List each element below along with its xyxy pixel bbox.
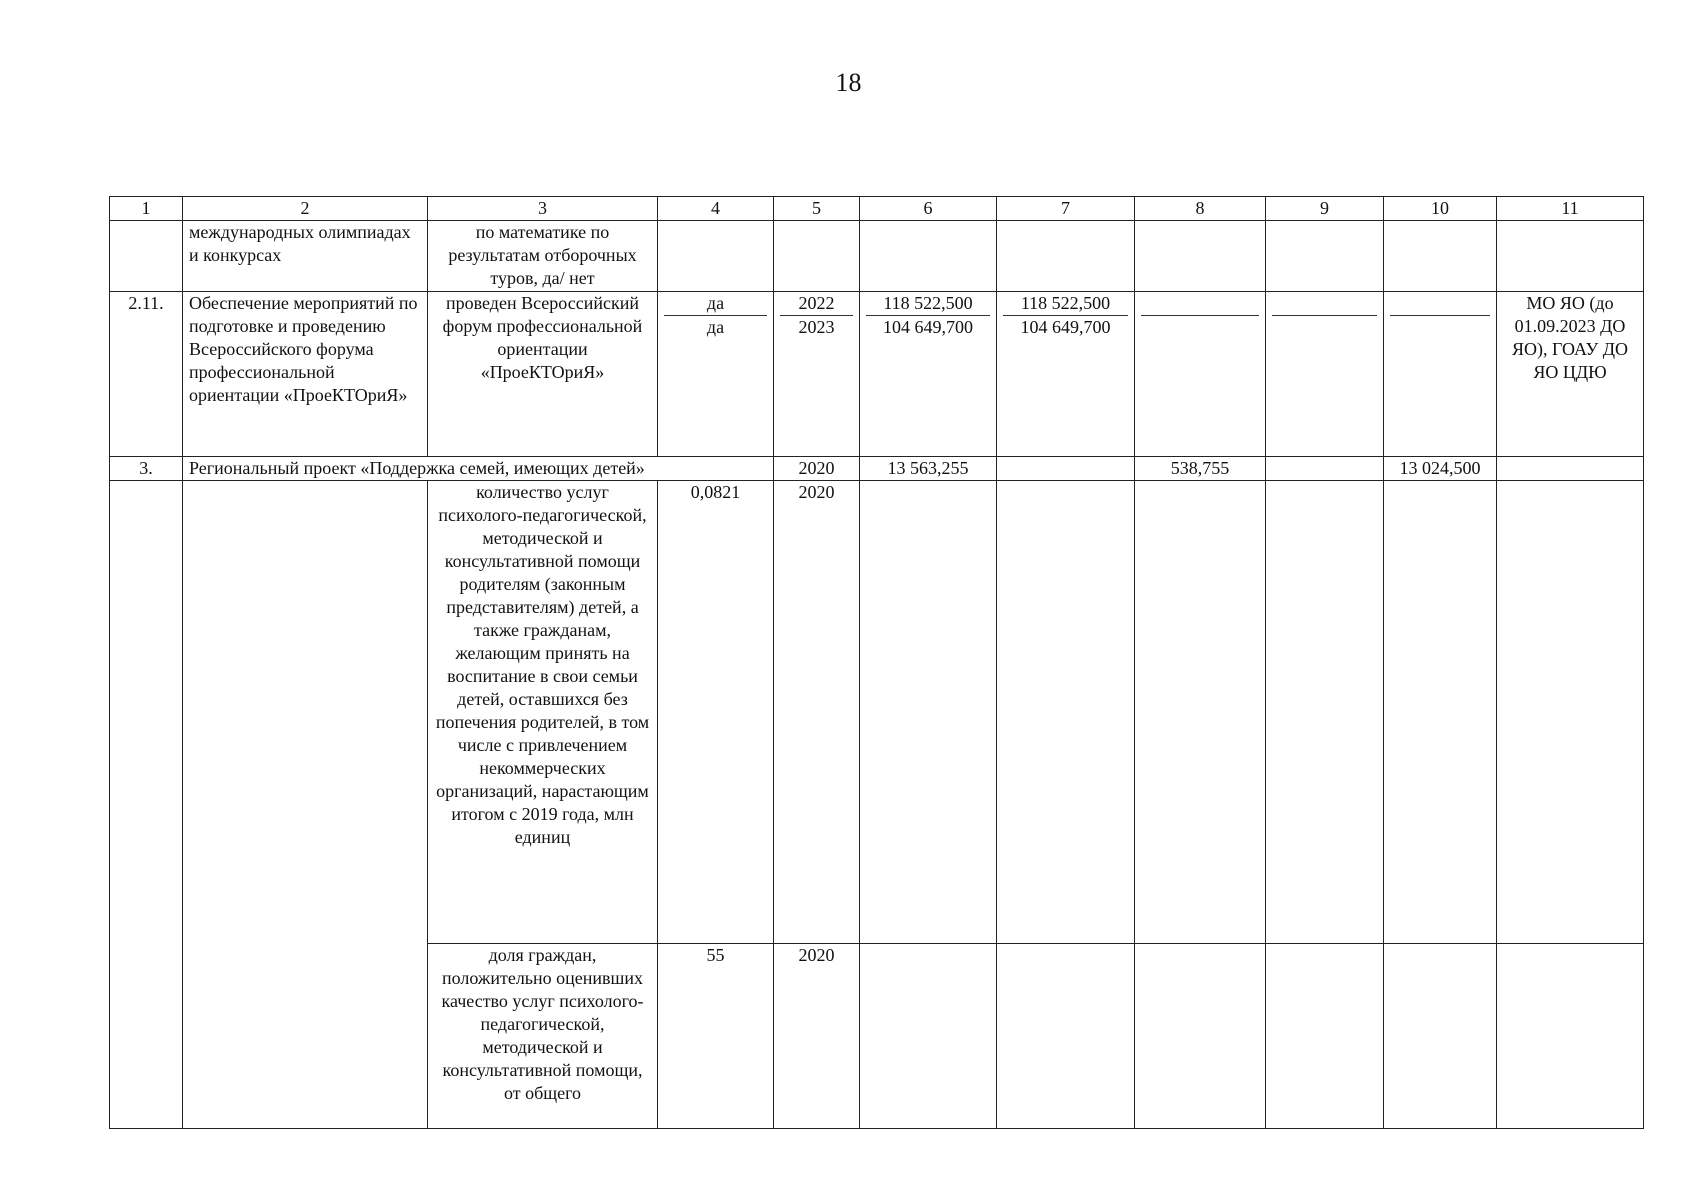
funding-amount: 13 024,500 — [1384, 457, 1497, 481]
funding-amount: 118 522,500 — [883, 293, 973, 313]
year: 2022 — [798, 293, 835, 313]
row-number: 2.11. — [110, 292, 183, 457]
year: 2020 — [774, 481, 860, 944]
indicator-value: 55 — [658, 944, 774, 1129]
funding-total-cell — [860, 292, 997, 457]
table-row-continued — [110, 221, 1644, 292]
header-cell: 4 — [658, 197, 774, 221]
indicator-value: 0,0821 — [658, 481, 774, 944]
row-number: 3. — [110, 457, 183, 481]
program-table — [109, 196, 1644, 1129]
indicator-cell: по математике по результатам отборочных туров, да/ нет — [428, 221, 658, 292]
indicator-cell: количество услуг психолого-педагогической, методической и консультативной помощи родителям (законным представителям) детей, а также гражданам, желающим принять на воспитание в свои семьи детей, оставшихся без попечения родителей, в том числе с привлечением некоммерческих организаций, нарастающим итогом с 2019 года, млн единиц — [428, 481, 658, 944]
header-cell: 5 — [774, 197, 860, 221]
header-cell: 11 — [1497, 197, 1644, 221]
indicator-cell: проведен Всероссийский форум профессиональной ориентации «ПроеКТОриЯ» — [428, 292, 658, 457]
header-cell: 6 — [860, 197, 997, 221]
header-cell: 3 — [428, 197, 658, 221]
table-row-2-11 — [110, 292, 1644, 457]
header-cell: 7 — [997, 197, 1135, 221]
funding-amount: 538,755 — [1135, 457, 1266, 481]
table-row-3-indicator-2 — [110, 944, 1644, 1129]
funding-amount: 104 649,700 — [1003, 315, 1128, 339]
indicator-cell: доля граждан, положительно оценивших качество услуг психолого-педагогической, методической и консультативной помощи, от общего — [428, 944, 658, 1129]
year: 2020 — [774, 944, 860, 1129]
header-cell: 8 — [1135, 197, 1266, 221]
header-cell: 10 — [1384, 197, 1497, 221]
funding-federal-cell — [997, 292, 1135, 457]
header-cell: 9 — [1266, 197, 1384, 221]
funding-amount: 104 649,700 — [866, 315, 990, 339]
indicator-value: да — [706, 293, 725, 313]
project-name-cell: Региональный проект «Поддержка семей, имеющих детей» — [183, 457, 774, 481]
event-name-cell: Обеспечение мероприятий по подготовке и проведению Всероссийского форума профессиональной ориентации «ПроеКТОриЯ» — [183, 292, 428, 457]
indicator-value-cell — [658, 292, 774, 457]
funding-amount: 13 563,255 — [860, 457, 997, 481]
indicator-value: да — [664, 315, 767, 339]
year-cell — [774, 292, 860, 457]
year: 2020 — [774, 457, 860, 481]
header-row — [110, 197, 1644, 221]
page-number: 18 — [835, 68, 862, 97]
funding-amount: 118 522,500 — [1020, 293, 1111, 313]
year: 2023 — [780, 315, 853, 339]
executor-cell: МО ЯО (до 01.09.2023 ДО ЯО), ГОАУ ДО ЯО ЦДЮ — [1497, 292, 1644, 457]
header-cell: 2 — [183, 197, 428, 221]
table-row-3-indicator-1 — [110, 481, 1644, 944]
event-name-cell: международных олимпиадах и конкурсах — [183, 221, 428, 292]
table-row-3 — [110, 457, 1644, 481]
header-cell: 1 — [110, 197, 183, 221]
